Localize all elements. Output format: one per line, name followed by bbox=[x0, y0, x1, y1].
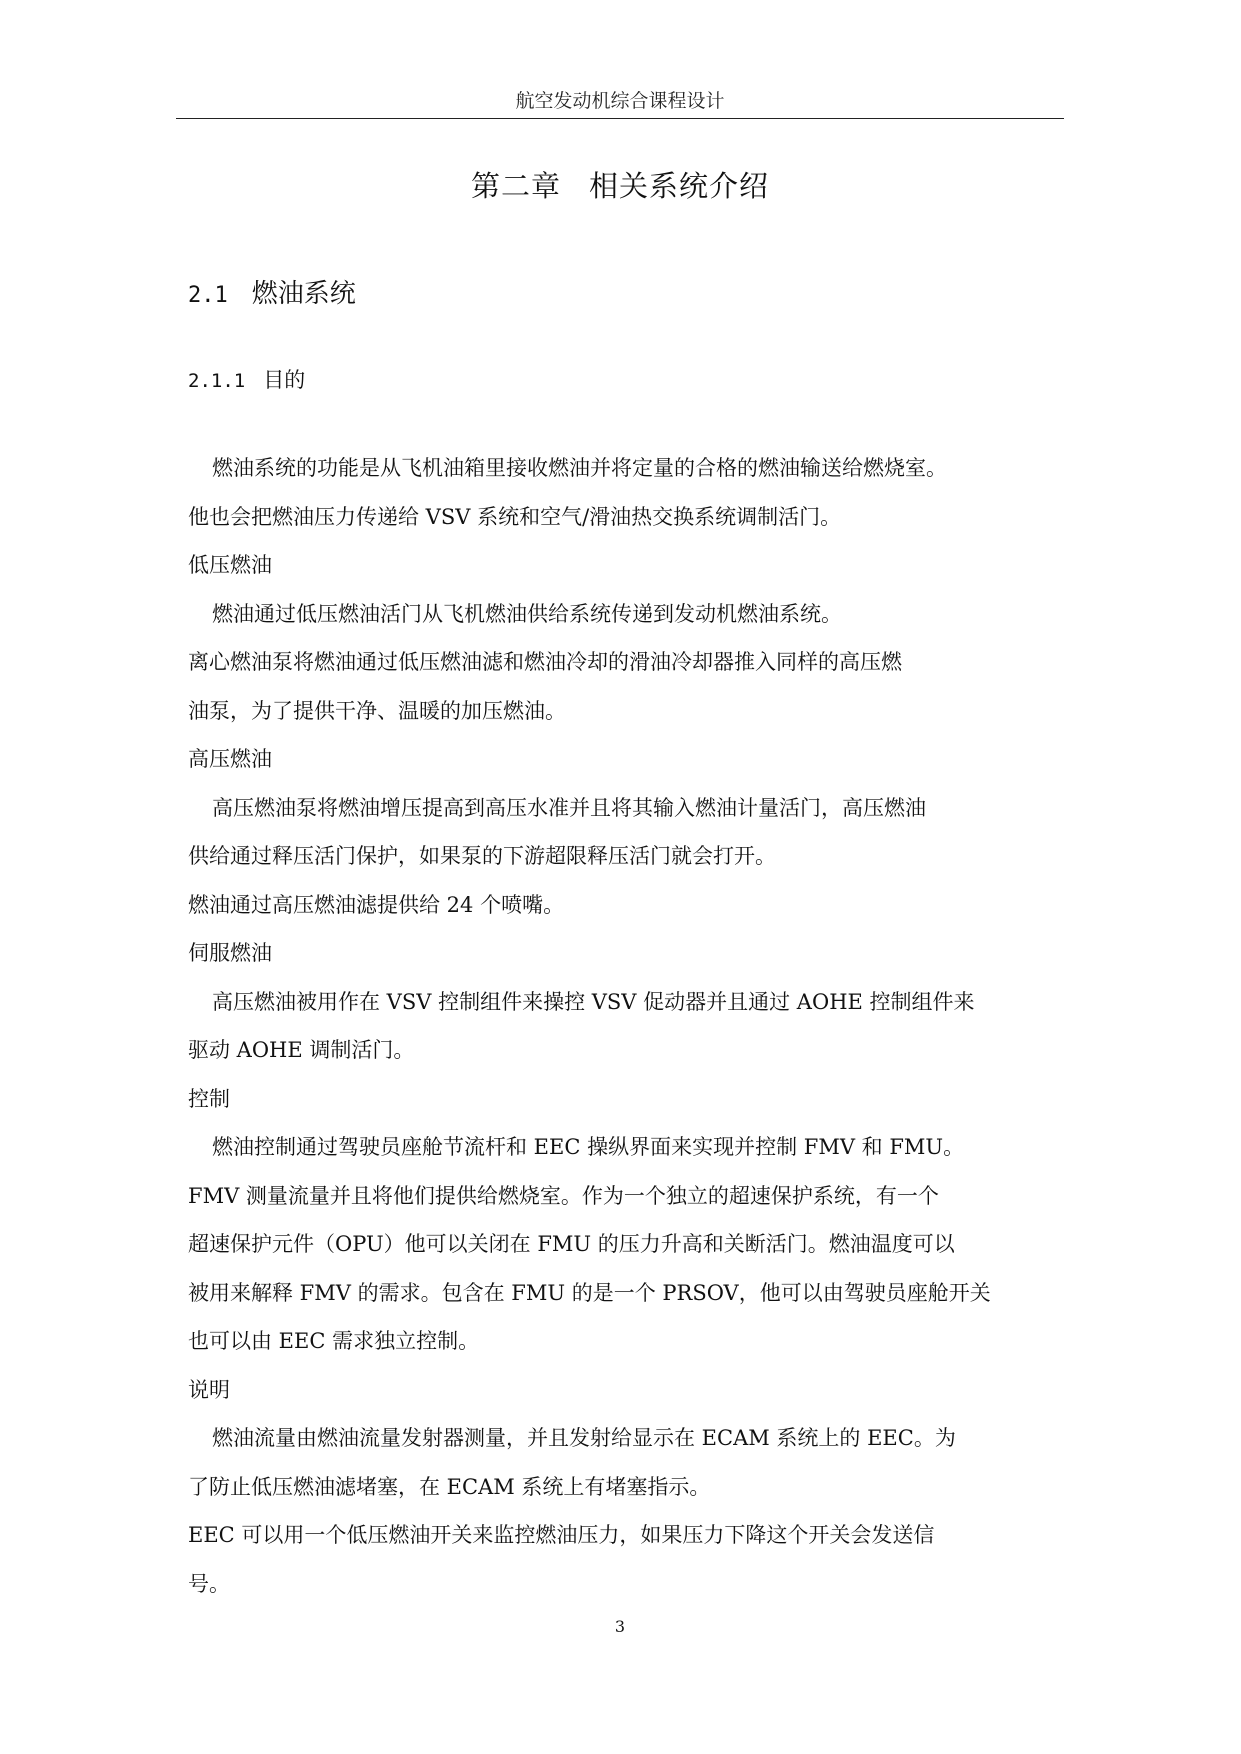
text-line: 超速保护元件（OPU）他可以关闭在 FMU 的压力升高和关断活门。燃油温度可以 bbox=[188, 1232, 955, 1256]
body-text bbox=[188, 444, 1068, 1608]
chapter-title bbox=[176, 166, 1064, 206]
text-line: EEC 可以用一个低压燃油开关来监控燃油压力，如果压力下降这个开关会发送信 bbox=[188, 1523, 935, 1547]
text-line: 离心燃油泵将燃油通过低压燃油滤和燃油冷却的滑油冷却器推入同样的高压燃 bbox=[188, 650, 902, 674]
text-line: 驱动 AOHE 调制活门。 bbox=[188, 1038, 415, 1062]
chapter-number: 第二章 bbox=[470, 169, 561, 203]
text-line: 被用来解释 FMV 的需求。包含在 FMU 的是一个 PRSOV，他可以由驾驶员座舱开关 bbox=[188, 1280, 991, 1305]
paragraph-label: 说明 bbox=[188, 1377, 230, 1402]
text-line: 燃油流量由燃油流量发射器测量，并且发射给显示在 ECAM 系统上的 EEC。为 bbox=[212, 1426, 956, 1450]
section-heading bbox=[188, 276, 356, 314]
section-name: 燃油系统 bbox=[251, 279, 356, 309]
text-line: 他也会把燃油压力传递给 VSV 系统和空气/滑油热交换系统调制活门。 bbox=[188, 504, 842, 529]
paragraph-label: 伺服燃油 bbox=[188, 941, 272, 965]
text-line: 了防止低压燃油滤堵塞，在 ECAM 系统上有堵塞指示。 bbox=[188, 1474, 711, 1499]
page-number: 3 bbox=[614, 1617, 626, 1636]
paragraph-label: 高压燃油 bbox=[188, 747, 272, 771]
paragraph-label: 控制 bbox=[188, 1086, 230, 1111]
text-line: FMV 测量流量并且将他们提供给燃烧室。作为一个独立的超速保护系统，有一个 bbox=[188, 1183, 939, 1208]
text-line: 燃油系统的功能是从飞机油箱里接收燃油并将定量的合格的燃油输送给燃烧室。 bbox=[212, 456, 947, 480]
subsection-number: 2.1.1 bbox=[188, 370, 246, 392]
text-line: 燃油通过高压燃油滤提供给 24 个喷嘴。 bbox=[188, 892, 565, 917]
text-line: 供给通过释压活门保护，如果泵的下游超限释压活门就会打开。 bbox=[188, 844, 776, 868]
text-line: 油泵，为了提供干净、温暖的加压燃油。 bbox=[188, 698, 566, 723]
page-header: 航空发动机综合课程设计 bbox=[176, 86, 1064, 119]
text-line: 也可以由 EEC 需求独立控制。 bbox=[188, 1329, 480, 1353]
text-line: 燃油通过低压燃油活门从飞机燃油供给系统传递到发动机燃油系统。 bbox=[212, 601, 842, 626]
chapter-name: 相关系统介绍 bbox=[589, 169, 770, 203]
subsection-name: 目的 bbox=[263, 368, 306, 392]
text-line: 号。 bbox=[188, 1571, 230, 1596]
paragraph-label: 低压燃油 bbox=[188, 553, 272, 577]
text-line: 高压燃油泵将燃油增压提高到高压水准并且将其输入燃油计量活门，高压燃油 bbox=[212, 795, 926, 820]
section-number: 2.1 bbox=[188, 283, 228, 308]
text-line: 燃油控制通过驾驶员座舱节流杆和 EEC 操纵界面来实现并控制 FMV 和 FMU。 bbox=[212, 1135, 965, 1159]
text-line: 高压燃油被用作在 VSV 控制组件来操控 VSV 促动器并且通过 AOHE 控制组件来 bbox=[212, 989, 975, 1014]
subsection-heading bbox=[188, 364, 305, 397]
